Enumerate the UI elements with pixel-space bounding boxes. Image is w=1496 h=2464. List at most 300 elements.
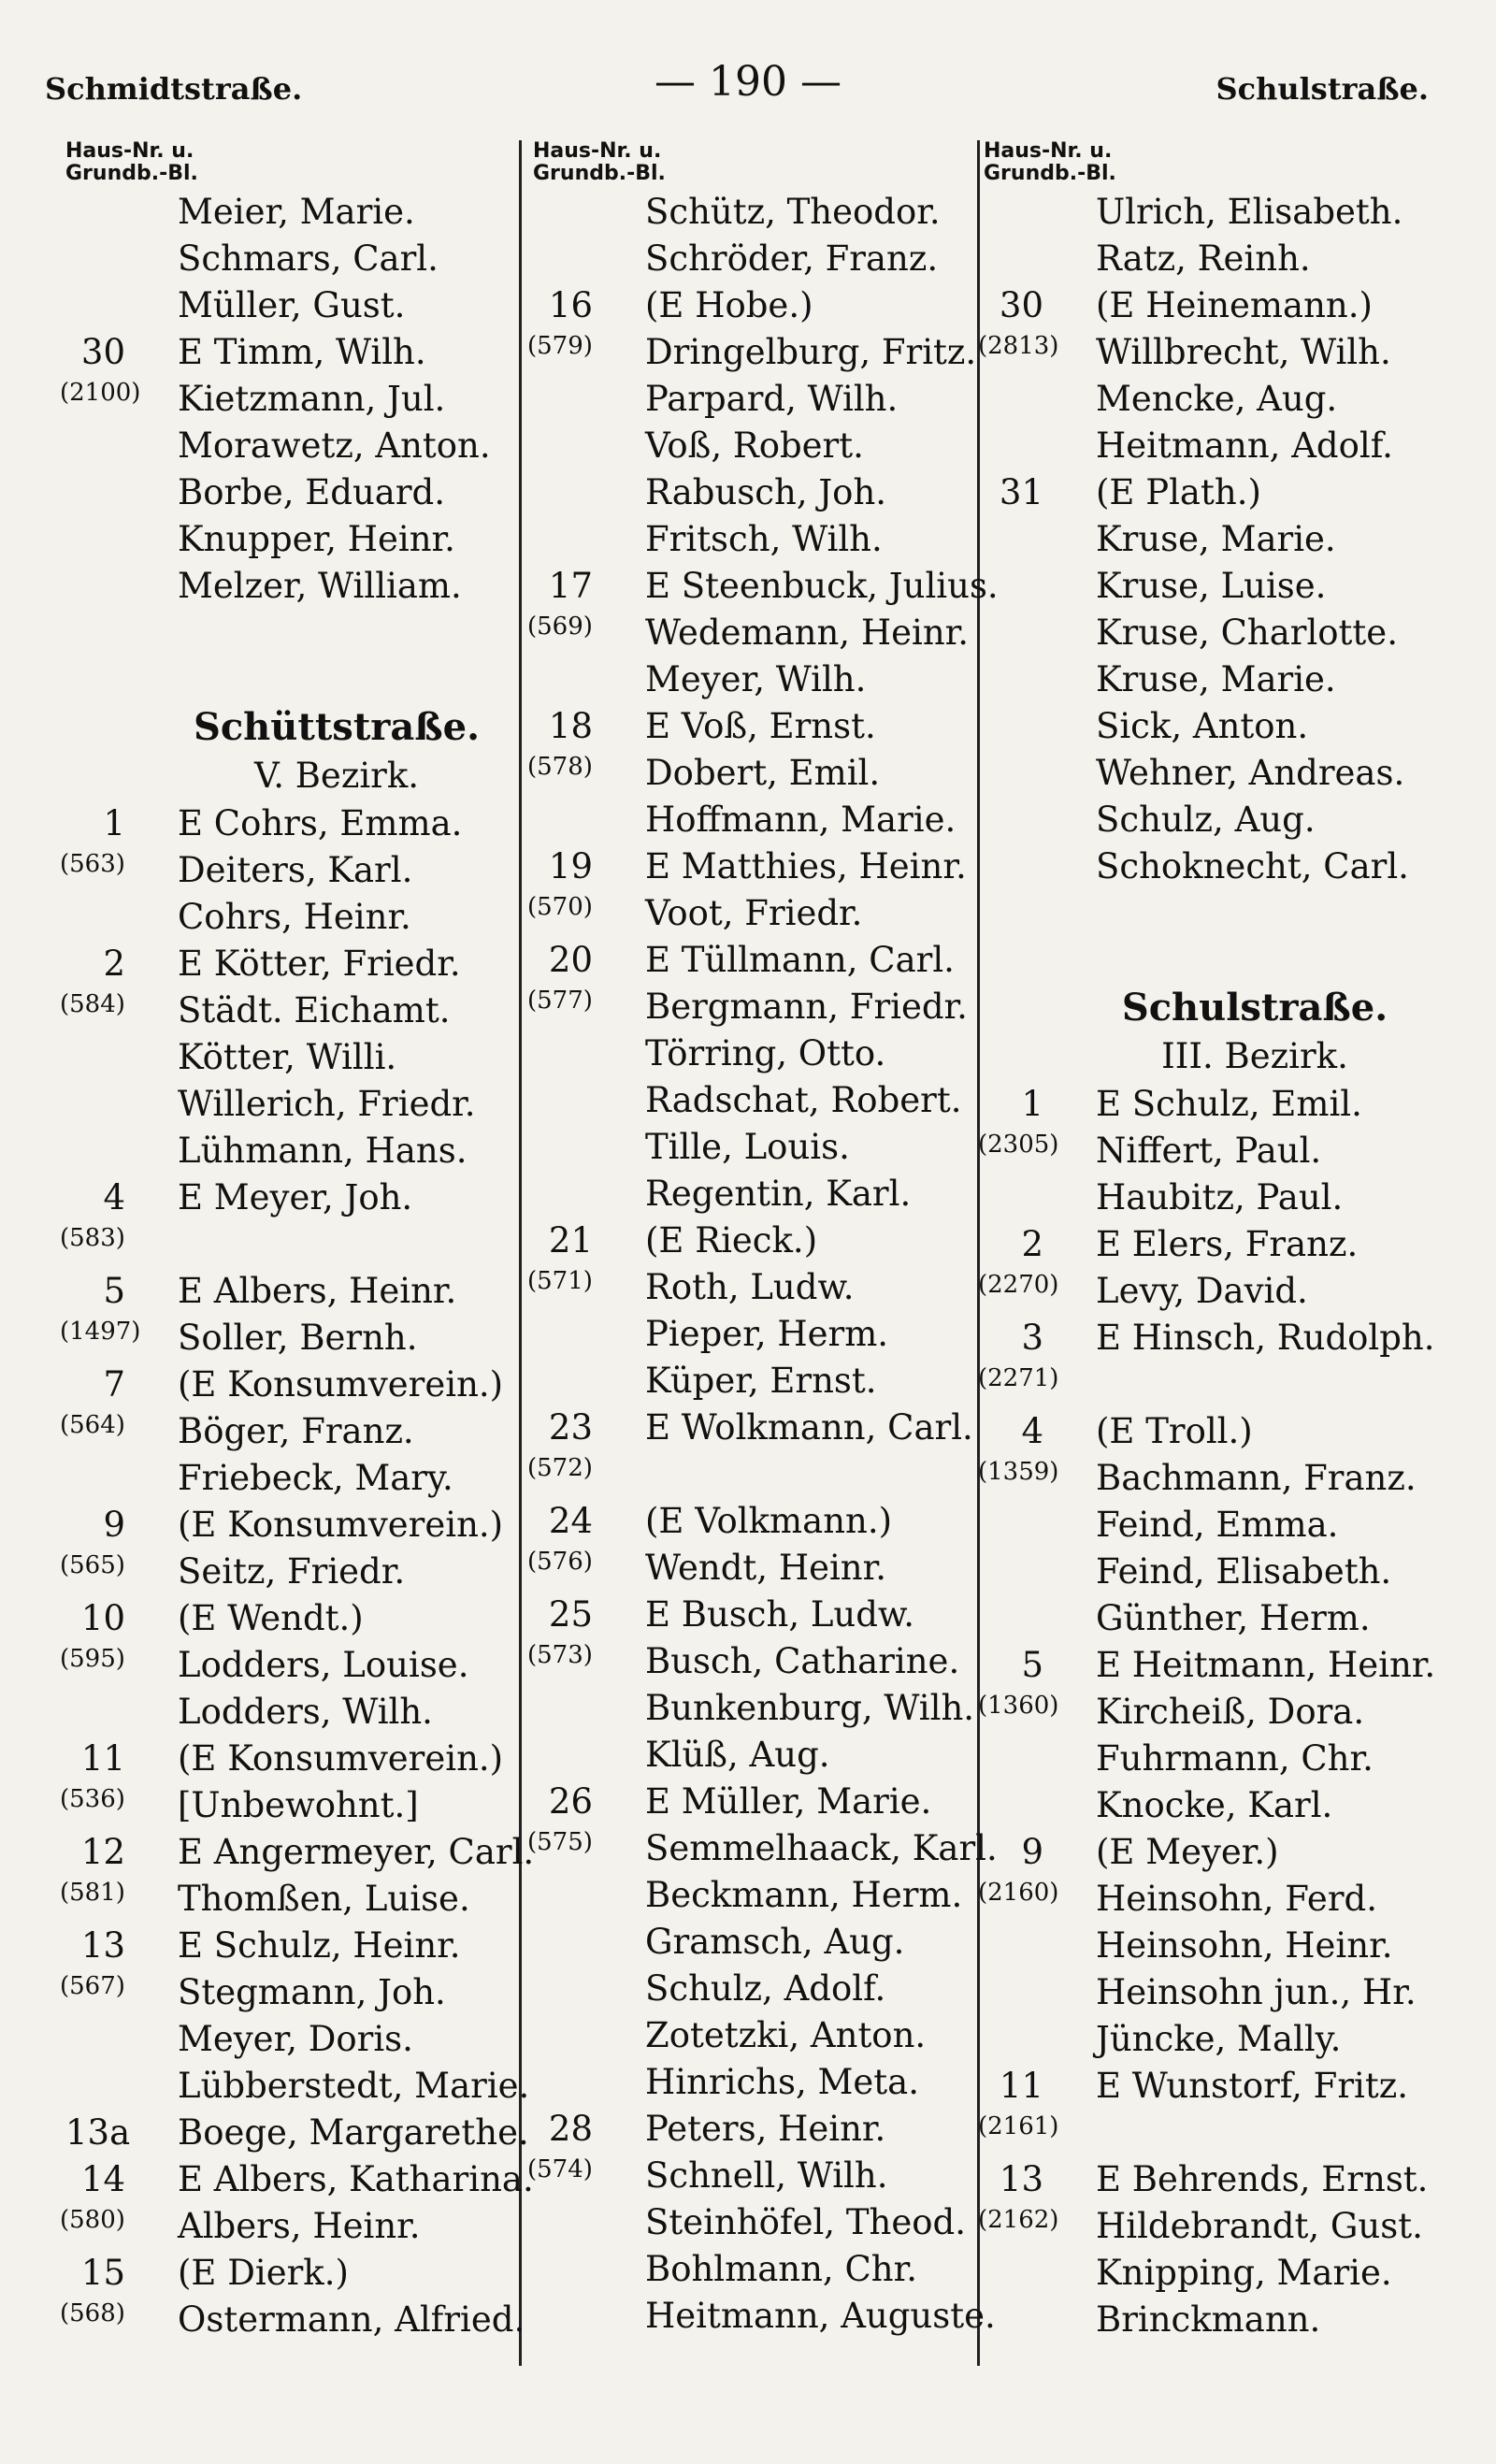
land-register-number: (579) [527, 332, 593, 360]
house-number: 13 [999, 2159, 1043, 2199]
land-register-number: (1359) [978, 1458, 1059, 1486]
resident-name: (E Meyer.) [1096, 1832, 1279, 1872]
house-number: 25 [548, 1594, 593, 1635]
directory-entry [978, 2203, 1470, 2250]
resident-name: Niffert, Paul. [1096, 1131, 1322, 1171]
directory-entry [65, 423, 524, 469]
directory-entry [60, 2297, 525, 2343]
house-number: 5 [1021, 1645, 1043, 1685]
directory-entry [978, 1689, 1470, 1736]
resident-name: Müller, Gust. [178, 285, 406, 325]
resident-name: Hinrichs, Meta. [645, 2062, 919, 2102]
house-number: 12 [80, 1832, 125, 1872]
resident-name: E Müller, Marie. [645, 1781, 932, 1822]
directory-entry [984, 2250, 1470, 2297]
directory-entry [984, 1736, 1470, 1782]
directory-entry [984, 423, 1470, 469]
resident-name: Bachmann, Franz. [1096, 1458, 1417, 1498]
resident-name: Wehner, Andreas. [1096, 753, 1405, 793]
resident-name: E Albers, Heinr. [178, 1271, 457, 1311]
directory-entry [65, 800, 524, 847]
land-register-number: (563) [60, 850, 125, 878]
resident-name: Schulz, Aug. [1096, 800, 1316, 840]
resident-name: Dobert, Emil. [645, 753, 881, 793]
resident-name: Meyer, Doris. [178, 2019, 413, 2059]
resident-name: Heitmann, Adolf. [1096, 425, 1393, 466]
resident-name: Küper, Ernst. [645, 1361, 877, 1401]
directory-entry [65, 1689, 524, 1736]
house-number: 1 [103, 803, 125, 843]
house-number: 17 [548, 566, 593, 606]
directory-entry [984, 2016, 1470, 2063]
land-register-number: (575) [527, 1828, 593, 1856]
resident-name: E Steenbuck, Julius. [645, 566, 999, 606]
house-number: 3 [1021, 1318, 1043, 1358]
column-header-line: Grundb.-Bl. [65, 162, 198, 185]
column-header-line: Haus-Nr. u. [65, 139, 194, 163]
column-header [984, 140, 1470, 189]
directory-entry [533, 1685, 982, 1732]
resident-name: E Voß, Ernst. [645, 706, 876, 746]
resident-name: Schröder, Franz. [645, 238, 939, 279]
directory-entry [533, 2059, 982, 2106]
house-number: 10 [80, 1598, 125, 1638]
resident-name: Kruse, Marie. [1096, 659, 1336, 699]
directory-entry [65, 1736, 524, 1782]
resident-name: E Wunstorf, Fritz. [1096, 2066, 1408, 2106]
directory-entry [60, 847, 524, 894]
resident-name: Schulz, Adolf. [645, 1968, 886, 2009]
resident-name: (E Wendt.) [178, 1598, 364, 1638]
resident-name: Sick, Anton. [1096, 706, 1309, 746]
directory-entry [984, 2063, 1470, 2110]
directory-entry [978, 1268, 1470, 1315]
directory-entry [65, 1081, 524, 1128]
directory-entry [65, 236, 524, 282]
resident-name: Mencke, Aug. [1096, 379, 1338, 419]
land-register-number: (2305) [978, 1131, 1059, 1159]
resident-name: Kruse, Charlotte. [1096, 612, 1398, 653]
directory-entry [65, 2250, 524, 2297]
spacer [984, 890, 1470, 937]
directory-entry [984, 469, 1470, 516]
resident-name: Heinsohn, Heinr. [1096, 1925, 1393, 1966]
land-register-number: (1497) [60, 1318, 141, 1346]
land-register-number: (565) [60, 1551, 125, 1579]
house-number: 21 [548, 1220, 593, 1261]
land-register-number: (2270) [978, 1271, 1059, 1299]
column-header [65, 140, 524, 189]
directory-entry [65, 1268, 524, 1315]
land-register-number: (572) [527, 1454, 593, 1482]
resident-name: Roth, Ludw. [645, 1267, 855, 1307]
directory-entry [984, 516, 1470, 563]
resident-name: (E Plath.) [1096, 472, 1261, 512]
resident-name: Dringelburg, Fritz. [645, 332, 977, 372]
entry-list [60, 189, 535, 2343]
house-number: 24 [548, 1501, 593, 1541]
directory-entry [984, 1315, 1470, 1362]
land-register-number: (2162) [978, 2206, 1059, 2234]
resident-name: Kötter, Willi. [178, 1037, 397, 1077]
directory-entry [65, 1362, 524, 1408]
directory-entry [533, 1779, 982, 1825]
resident-name: Brinckmann. [1096, 2299, 1321, 2340]
resident-name: Thomßen, Luise. [178, 1879, 470, 1919]
directory-entry [533, 2012, 982, 2059]
directory-entry [978, 1876, 1470, 1923]
directory-entry [533, 1966, 982, 2012]
resident-name: Lodders, Louise. [178, 1645, 469, 1685]
directory-entry [984, 1829, 1470, 1876]
directory-entry [65, 1128, 524, 1174]
directory-entry [984, 1408, 1470, 1455]
directory-entry [65, 1034, 524, 1081]
resident-name: Pieper, Herm. [645, 1314, 889, 1354]
house-number: 2 [1021, 1224, 1043, 1264]
land-register-number: (584) [60, 990, 125, 1018]
district-label: III. Bezirk. [1161, 1036, 1348, 1076]
column-header-line: Haus-Nr. u. [984, 139, 1113, 163]
directory-entry [533, 1077, 982, 1124]
directory-entry [984, 1081, 1470, 1128]
house-number: 9 [103, 1505, 125, 1545]
directory-entry [527, 610, 982, 656]
directory-entry [984, 1923, 1470, 1969]
directory-entry [984, 656, 1470, 703]
resident-name: Schütz, Theodor. [645, 192, 941, 232]
resident-name: Lühmann, Hans. [178, 1131, 468, 1171]
directory-entry [533, 189, 982, 236]
resident-name: (E Heinemann.) [1096, 285, 1373, 325]
directory-entry [984, 189, 1470, 236]
resident-name: Ratz, Reinh. [1096, 238, 1311, 279]
resident-name: (E Volkmann.) [645, 1501, 893, 1541]
house-number: 20 [548, 940, 593, 980]
land-register-number: (577) [527, 987, 593, 1015]
resident-name: E Wolkmann, Carl. [645, 1407, 973, 1448]
district-label: V. Bezirk. [253, 756, 420, 796]
directory-entry [533, 236, 982, 282]
directory-entry [65, 329, 524, 376]
land-register-number: (2813) [978, 332, 1059, 360]
house-number: 7 [103, 1364, 125, 1405]
resident-name: Friebeck, Mary. [178, 1458, 453, 1498]
resident-name: Bunkenburg, Wilh. [645, 1688, 975, 1728]
resident-name: Rabusch, Joh. [645, 472, 887, 512]
directory-entry [984, 1174, 1470, 1221]
resident-name: Feind, Emma. [1096, 1505, 1339, 1545]
resident-name: Bohlmann, Chr. [645, 2249, 917, 2289]
resident-name: Schnell, Wilh. [645, 2155, 888, 2196]
house-number: 26 [548, 1781, 593, 1822]
house-number: 13a [65, 2112, 131, 2153]
directory-entry [60, 1969, 524, 2016]
resident-name: Kircheiß, Dora. [1096, 1692, 1365, 1732]
house-number: 4 [1021, 1411, 1043, 1451]
directory-entry [527, 329, 982, 376]
house-number: 11 [999, 2066, 1043, 2106]
resident-name: (E Rieck.) [645, 1220, 818, 1261]
resident-name: Willerich, Friedr. [178, 1084, 476, 1124]
page-number: — 190 — [654, 58, 842, 106]
resident-name: Haubitz, Paul. [1096, 1177, 1344, 1218]
land-register-number: (580) [60, 2206, 125, 2234]
directory-entry [533, 1311, 982, 1358]
resident-name: Ulrich, Elisabeth. [1096, 192, 1403, 232]
resident-name: Albers, Heinr. [178, 2206, 421, 2246]
resident-name: Klüß, Aug. [645, 1735, 830, 1775]
land-register-number: (564) [60, 1411, 125, 1439]
resident-name: Kietzmann, Jul. [178, 379, 446, 419]
resident-name: Seitz, Friedr. [178, 1551, 406, 1592]
land-register-number: (2160) [978, 1879, 1059, 1907]
spacer [65, 656, 524, 703]
resident-name: [Unbewohnt.] [178, 1785, 419, 1825]
resident-name: Willbrecht, Wilh. [1096, 332, 1391, 372]
directory-entry [65, 282, 524, 329]
house-number: 14 [80, 2159, 125, 2199]
house-number: 23 [548, 1407, 593, 1448]
directory-entry [984, 282, 1470, 329]
directory-entry [984, 1221, 1470, 1268]
land-register-number: (536) [60, 1785, 125, 1813]
directory-entry [65, 894, 524, 941]
directory-entry [60, 1549, 524, 1595]
directory-entry [65, 1595, 524, 1642]
directory-entry [978, 1128, 1470, 1174]
directory-entry [984, 563, 1470, 610]
resident-name: (E Troll.) [1096, 1411, 1253, 1451]
directory-entry [984, 703, 1470, 750]
resident-name: Törring, Otto. [645, 1033, 886, 1073]
house-number: 4 [103, 1177, 125, 1218]
resident-name: Boege, Margarethe. [178, 2112, 529, 2153]
directory-entry [984, 1782, 1470, 1829]
resident-name: Wendt, Heinr. [645, 1548, 887, 1588]
resident-name: Lübberstedt, Marie. [178, 2066, 530, 2106]
directory-entry [533, 1405, 982, 1451]
land-register-number: (1360) [978, 1692, 1059, 1720]
directory-entry [527, 1264, 982, 1311]
resident-name: (E Konsumverein.) [178, 1364, 504, 1405]
directory-entry [533, 1732, 982, 1779]
resident-name: E Timm, Wilh. [178, 332, 426, 372]
directory-entry [60, 376, 524, 423]
directory-entry [533, 703, 982, 750]
house-number: 2 [103, 944, 125, 984]
directory-entry [65, 1174, 524, 1221]
directory-entry [533, 937, 982, 984]
house-number: 5 [103, 1271, 125, 1311]
resident-name: Peters, Heinr. [645, 2109, 886, 2149]
resident-name: Morawetz, Anton. [178, 425, 491, 466]
resident-name: Radschat, Robert. [645, 1080, 962, 1120]
resident-name: E Heitmann, Heinr. [1096, 1645, 1436, 1685]
land-register-number: (583) [60, 1224, 125, 1252]
directory-entry [527, 1638, 982, 1685]
directory-entry [60, 1876, 524, 1923]
running-head [0, 58, 1496, 105]
column-2 [527, 139, 999, 2450]
resident-name: E Meyer, Joh. [178, 1177, 413, 1218]
land-register-number: (573) [527, 1641, 593, 1669]
directory-entry [978, 2110, 1470, 2156]
directory-entry [60, 1642, 524, 1689]
directory-entry [533, 1171, 982, 1218]
resident-name: Wedemann, Heinr. [645, 612, 970, 653]
resident-name: Knipping, Marie. [1096, 2253, 1392, 2293]
land-register-number: (571) [527, 1267, 593, 1295]
directory-entry [984, 376, 1470, 423]
resident-name: Deiters, Karl. [178, 850, 413, 890]
resident-name: Beckmann, Herm. [645, 1875, 963, 1915]
directory-entry [65, 563, 524, 610]
resident-name: E Matthies, Heinr. [645, 846, 967, 886]
resident-name: Semmelhaack, Karl. [645, 1828, 998, 1868]
directory-entry [527, 1545, 982, 1592]
resident-name: Jüncke, Mally. [1096, 2019, 1342, 2059]
directory-entry [533, 423, 982, 469]
land-register-number: (2271) [978, 1364, 1059, 1392]
column-header-line: Grundb.-Bl. [533, 162, 666, 185]
directory-entry [527, 1451, 982, 1498]
resident-name: Lodders, Wilh. [178, 1692, 433, 1732]
resident-name: Kruse, Luise. [1096, 566, 1327, 606]
directory-entry [984, 2297, 1470, 2343]
resident-name: E Schulz, Emil. [1096, 1084, 1362, 1124]
resident-name: (E Dierk.) [178, 2253, 349, 2293]
land-register-number: (581) [60, 1879, 125, 1907]
directory-entry [65, 1502, 524, 1549]
resident-name: Steinhöfel, Theod. [645, 2202, 966, 2242]
resident-name: E Schulz, Heinr. [178, 1925, 461, 1966]
directory-entry [984, 1969, 1470, 2016]
directory-entry [65, 2156, 534, 2203]
directory-entry [65, 941, 524, 987]
directory-entry [533, 1919, 982, 1966]
directory-entry [60, 1408, 524, 1455]
resident-name: Feind, Elisabeth. [1096, 1551, 1392, 1592]
land-register-number: (595) [60, 1645, 125, 1673]
directory-entry [533, 2246, 982, 2293]
directory-entry [60, 1221, 524, 1268]
resident-name: Ostermann, Alfried. [178, 2299, 525, 2340]
directory-entry [533, 376, 982, 423]
house-number: 18 [548, 706, 593, 746]
entry-list [978, 189, 1470, 2343]
directory-entry [984, 1595, 1470, 1642]
directory-entry [60, 987, 524, 1034]
directory-entry [984, 1502, 1470, 1549]
directory-entry [533, 656, 982, 703]
resident-name: E Busch, Ludw. [645, 1594, 914, 1635]
directory-entry [65, 1455, 524, 1502]
house-number: 30 [999, 285, 1043, 325]
directory-entry [65, 516, 524, 563]
resident-name: (E Konsumverein.) [178, 1505, 504, 1545]
house-number: 13 [80, 1925, 125, 1966]
directory-entry [65, 469, 524, 516]
resident-name: Zotetzki, Anton. [645, 2015, 927, 2055]
directory-entry [65, 1829, 535, 1876]
resident-name: Heinsohn, Ferd. [1096, 1879, 1377, 1919]
resident-name: Hildebrandt, Gust. [1096, 2206, 1423, 2246]
column-3 [978, 139, 1470, 2450]
directory-entry [527, 984, 982, 1030]
directory-entry [984, 236, 1470, 282]
column-header [533, 140, 982, 189]
directory-entry [984, 797, 1470, 843]
resident-name: Heitmann, Auguste. [645, 2296, 996, 2336]
directory-entry [978, 329, 1470, 376]
resident-name: Schmars, Carl. [178, 238, 439, 279]
resident-name: E Hinsch, Rudolph. [1096, 1318, 1435, 1358]
resident-name: Fritsch, Wilh. [645, 519, 883, 559]
resident-name: (E Hobe.) [645, 285, 813, 325]
resident-name: Borbe, Eduard. [178, 472, 445, 512]
directory-entry [65, 2016, 524, 2063]
running-head-left: Schmidtstraße. [45, 71, 303, 107]
column-1 [60, 139, 535, 2450]
street-heading: Schüttstraße. [193, 705, 481, 749]
resident-name: E Behrends, Ernst. [1096, 2159, 1429, 2199]
directory-entry [527, 1825, 998, 1872]
house-number: 31 [999, 472, 1043, 512]
land-register-number: (578) [527, 753, 593, 781]
resident-name: Tille, Louis. [645, 1127, 850, 1167]
directory-entry [527, 2153, 982, 2199]
directory-entry [533, 1498, 982, 1545]
resident-name: Cohrs, Heinr. [178, 897, 411, 937]
directory-entry [984, 843, 1470, 890]
resident-name: Stegmann, Joh. [178, 1972, 446, 2012]
directory-entry [533, 797, 982, 843]
resident-name: Hoffmann, Marie. [645, 800, 957, 840]
directory-entry [65, 2110, 529, 2156]
directory-entry [533, 1358, 982, 1405]
resident-name: Städt. Eichamt. [178, 990, 451, 1030]
directory-entry [533, 1872, 982, 1919]
house-number: 15 [80, 2253, 125, 2293]
entry-list [527, 189, 999, 2340]
land-register-number: (576) [527, 1548, 593, 1576]
directory-entry [60, 1315, 524, 1362]
resident-name: Soller, Bernh. [178, 1318, 418, 1358]
house-number: 1 [1021, 1084, 1043, 1124]
directory-entry [984, 750, 1470, 797]
resident-name: Regentin, Karl. [645, 1174, 912, 1214]
spacer [984, 937, 1470, 984]
resident-name: E Tüllmann, Carl. [645, 940, 955, 980]
directory-entry [65, 2063, 530, 2110]
directory-entry [978, 1362, 1470, 1408]
resident-name: Busch, Catharine. [645, 1641, 960, 1681]
resident-name: Melzer, William. [178, 566, 462, 606]
resident-name: (E Konsumverein.) [178, 1738, 504, 1779]
directory-entry [65, 1923, 524, 1969]
directory-entry [533, 2293, 996, 2340]
running-head-right: Schulstraße. [1216, 71, 1429, 107]
land-register-number: (2100) [60, 379, 141, 407]
resident-name: Knupper, Heinr. [178, 519, 455, 559]
resident-name: Meyer, Wilh. [645, 659, 867, 699]
street-heading: Schulstraße. [1121, 986, 1388, 1030]
house-number: 11 [80, 1738, 125, 1779]
resident-name: E Albers, Katharina. [178, 2159, 534, 2199]
resident-name: Voot, Friedr. [645, 893, 863, 933]
directory-entry [533, 282, 982, 329]
